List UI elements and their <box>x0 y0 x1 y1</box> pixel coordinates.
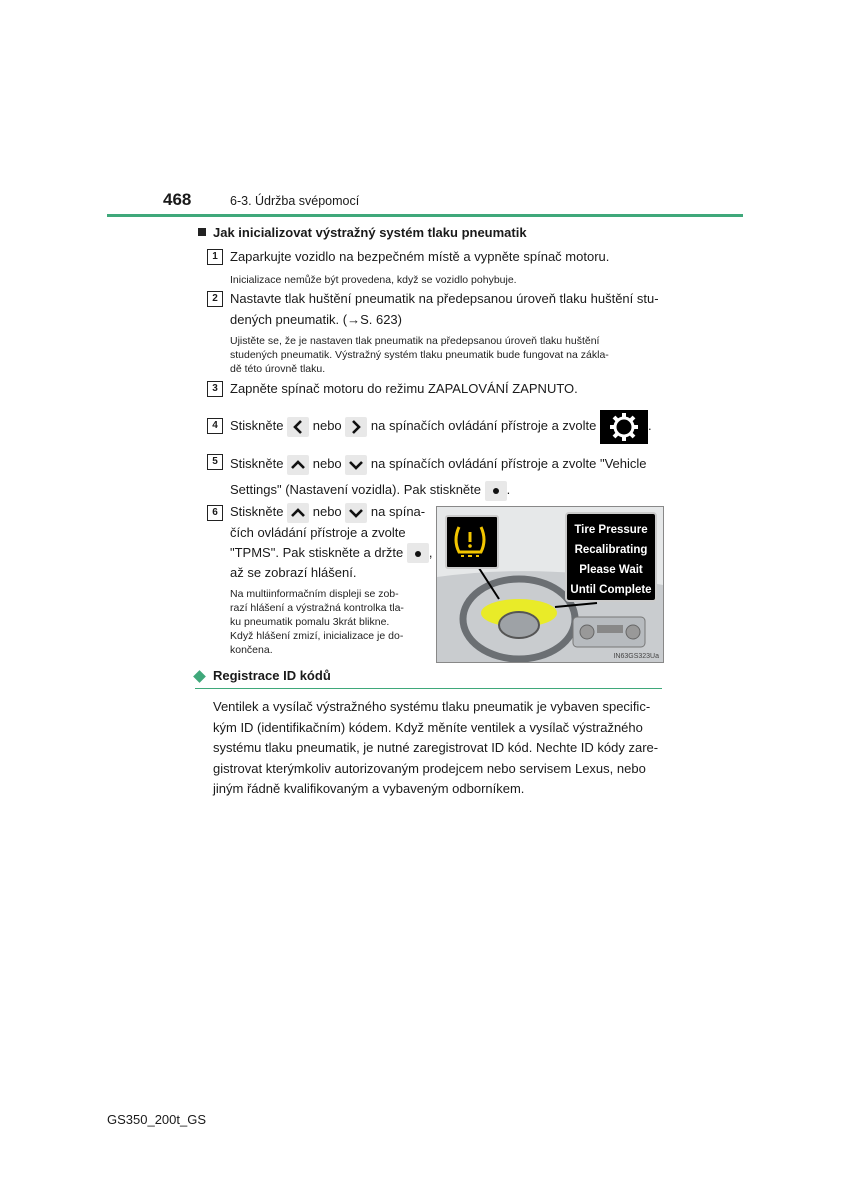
step-5-or: nebo <box>312 456 342 471</box>
registration-line-5: jiným řádně kvalifikovaným a vybaveným odborníkem. <box>213 781 525 797</box>
registration-line-2: kým ID (identifikačním) kódem. Když měníte ventilek a vysílač výstražného <box>213 719 643 735</box>
step-number-4: 4 <box>207 418 223 434</box>
registration-title: Registrace ID kódů <box>213 668 331 683</box>
gear-icon <box>600 410 648 444</box>
step-5-text <box>230 451 662 503</box>
enter-dot-icon <box>407 543 429 563</box>
registration-line-1: Ventilek a vysílač výstražného systému tlaku pneumatik je vybaven specific- <box>213 699 651 714</box>
step-2-note-line-2: studených pneumatik. Výstražný systém tlaku pneumatik bude fungovat na zákla- <box>230 349 609 361</box>
display-line-4: Until Complete <box>570 584 652 596</box>
step-number-2: 2 <box>207 291 223 307</box>
step-2-line-1: Nastavte tlak huštění pneumatik na předepsanou úroveň tlaku huštění stu- <box>230 291 659 306</box>
display-line-1: Tire Pressure <box>574 524 648 536</box>
step-6-note <box>230 587 426 657</box>
step-2-line-2: dených pneumatik. (→S. 623) <box>230 312 402 327</box>
step-4-or: nebo <box>312 418 342 433</box>
step-6-line-2: čích ovládání přístroje a zvolte <box>230 524 406 540</box>
step-6-note-line-4: Když hlášení zmizí, inicializace je do- <box>230 630 404 642</box>
chevron-up-icon <box>287 455 309 475</box>
step-6-line-1-end: na spína- <box>370 504 426 519</box>
step-5-period: . <box>506 482 511 497</box>
step-number-1: 1 <box>207 249 223 265</box>
display-line-2: Recalibrating <box>574 544 648 556</box>
dashboard-illustration <box>436 506 664 663</box>
step-6-note-line-3: ku pneumatik pomalu 3krát blikne. <box>230 616 390 628</box>
step-4-text <box>230 408 652 444</box>
illustration-code: IN63GS323Ua <box>613 653 659 660</box>
step-6-or: nebo <box>312 504 342 519</box>
registration-rule <box>195 688 662 689</box>
chevron-right-icon <box>345 417 367 437</box>
enter-dot-icon <box>485 481 507 501</box>
footer-model-code: GS350_200t_GS <box>107 1112 207 1127</box>
registration-line-3: systému tlaku pneumatik, je nutné zaregistrovat ID kód. Nechte ID kódy zare- <box>213 740 659 756</box>
step-4-period: . <box>648 418 652 433</box>
step-4-select: na spínačích ovládání přístroje a zvolte <box>370 418 597 433</box>
step-2-note-line-1: Ujistěte se, že je nastaven tlak pneumatik na předepsanou úroveň tlaku huštění <box>230 335 600 347</box>
page-number: 468 <box>163 190 192 209</box>
step-3-text: Zapněte spínač motoru do režimu ZAPALOVÁNÍ ZAPNUTO. <box>230 381 578 396</box>
step-6-note-line-1: Na multiinformačním displeji se zob- <box>230 588 399 600</box>
step-number-6: 6 <box>207 505 223 521</box>
step-2-text <box>230 288 660 330</box>
registration-body <box>213 697 660 800</box>
square-bullet-icon <box>198 228 206 236</box>
header-rule <box>107 214 743 217</box>
step-5-settings: Settings" (Nastavení vozidla). Pak stiskněte <box>230 482 482 497</box>
step-5-select: na spínačích ovládání přístroje a zvolte "Vehicle <box>370 456 647 471</box>
step-number-5: 5 <box>207 454 223 470</box>
chevron-down-icon <box>345 503 367 523</box>
step-6-note-line-2: razí hlášení a výstražná kontrolka tla- <box>230 602 404 614</box>
display-line-3: Please Wait <box>579 564 643 576</box>
step-6-line-3: "TPMS". Pak stiskněte a držte <box>230 544 404 560</box>
step-number-3: 3 <box>207 381 223 397</box>
step-6-note-line-5: končena. <box>230 644 273 656</box>
step-5-press: Stiskněte <box>230 456 284 471</box>
step-4-press: Stiskněte <box>230 418 284 433</box>
step-6-text <box>230 502 433 583</box>
registration-line-4: gistrovat kterýmkoliv autorizovaným prodejcem nebo servisem Lexus, nebo <box>213 760 646 776</box>
chevron-left-icon <box>287 417 309 437</box>
step-6-line-4: až se zobrazí hlášení. <box>230 565 357 581</box>
step-6-press: Stiskněte <box>230 504 284 519</box>
step-1-note: Inicializace nemůže být provedena, když se vozidlo pohybuje. <box>230 274 517 286</box>
multi-information-display <box>565 512 657 602</box>
step-2-note <box>230 334 660 376</box>
tire-pressure-warning-icon <box>445 515 499 569</box>
step-2-note-line-3: dě této úrovně tlaku. <box>230 363 326 375</box>
step-1-text: Zaparkujte vozidlo na bezpečném místě a vypněte spínač motoru. <box>230 249 610 264</box>
diamond-bullet-icon <box>193 670 206 683</box>
chevron-up-icon <box>287 503 309 523</box>
chevron-down-icon <box>345 455 367 475</box>
subheading: Jak inicializovat výstražný systém tlaku pneumatik <box>213 225 527 240</box>
section-title: 6-3. Údržba svépomocí <box>230 194 360 208</box>
step-6-comma: , <box>428 544 433 560</box>
